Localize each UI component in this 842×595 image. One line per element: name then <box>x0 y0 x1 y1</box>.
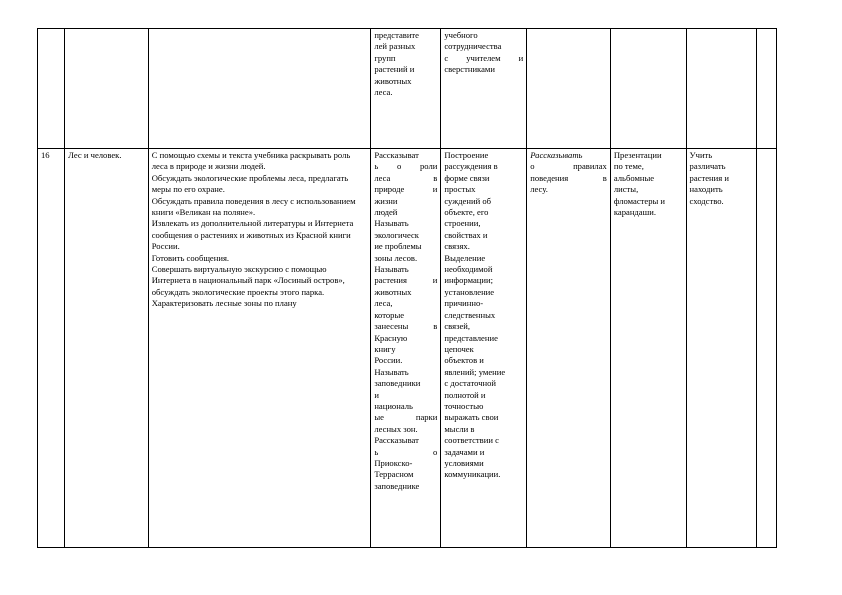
text-line: связях. <box>444 241 470 252</box>
cell-resources <box>610 29 686 149</box>
text-line: объектов и <box>444 355 484 366</box>
text-line: ь о <box>374 446 438 457</box>
cell-subject-results <box>371 29 441 149</box>
text-line: Называть <box>374 218 409 229</box>
text-line: строении, <box>444 218 481 229</box>
cell-meta-results <box>441 149 527 548</box>
text-line: информации; <box>444 275 493 286</box>
text-line: с учителем и <box>444 52 524 63</box>
text-line: Обсуждать экологические проблемы леса, предлагать меры по его охране. <box>151 172 349 195</box>
text-line: групп <box>374 52 396 63</box>
text-line: заповеднике <box>374 480 420 491</box>
text-line: Построение <box>444 150 489 160</box>
text-line: Рассказывать <box>530 150 583 160</box>
text-line: фломастеры и <box>613 195 666 206</box>
text-line: по теме, <box>613 161 644 172</box>
text-line: жизни <box>374 195 398 206</box>
text-line: представление <box>444 332 498 343</box>
text-line: Готовить сообщения. <box>151 252 230 263</box>
text-line: зоны лесов. <box>374 252 418 263</box>
text-line: точностью <box>444 400 484 411</box>
cell-homework <box>686 149 756 548</box>
cell-number: 16 <box>38 149 65 548</box>
text-line: леса, <box>374 298 393 309</box>
text-line: Обсуждать правила поведения в лесу с использованием книги «Великан на поляне». <box>151 195 356 218</box>
cell-topic: Лес и человек. <box>65 149 149 548</box>
text-line: которые <box>374 309 405 320</box>
text-line: Презентации <box>613 150 662 160</box>
text-line: растения и <box>689 172 729 183</box>
text-line: занесены в <box>374 321 438 332</box>
text-line: ие проблемы <box>374 241 422 252</box>
text-line: ые парки <box>374 412 438 423</box>
text-line: растения и <box>374 275 438 286</box>
text-line: растений и <box>374 64 415 75</box>
text-line: Рассказыват <box>374 150 419 160</box>
text-line: лей разных <box>374 41 416 52</box>
text-line: Рассказыват <box>374 435 419 446</box>
text-line: необходимой <box>444 264 493 275</box>
text-line: сверстниками <box>444 64 495 75</box>
text-line: Извлекать из дополнительной литературы и Интернета сообщения о растениях и животных из Красной книги России. <box>151 218 354 252</box>
text-line: животных <box>374 75 412 86</box>
text-line: представите <box>374 30 419 40</box>
text-line: установление <box>444 286 495 297</box>
text-line: связей, <box>444 321 471 332</box>
text-line: листы, <box>613 184 639 195</box>
text-line: задачами и <box>444 446 485 457</box>
cell-extra <box>756 29 776 149</box>
table-row <box>38 149 777 548</box>
text-line: сотрудничества <box>444 41 502 52</box>
text-line: суждений об <box>444 195 491 206</box>
text-line: леса. <box>374 87 393 98</box>
text-line: поведения в <box>530 172 607 183</box>
text-line: Террасном <box>374 469 414 480</box>
text-line: экологическ <box>374 229 419 240</box>
cell-content <box>148 149 371 548</box>
text-line: Учить <box>689 150 713 160</box>
text-line: рассуждения в <box>444 161 498 172</box>
text-line: С помощью схемы и текста учебника раскрывать роль леса в природе и жизни людей. <box>151 150 351 172</box>
text-line: националь <box>374 400 413 411</box>
text-line: леса в <box>374 172 438 183</box>
text-line: ь о роли <box>374 161 438 172</box>
text-line: лесу. <box>530 184 548 195</box>
text-line: лесных зон. <box>374 423 418 434</box>
text-line: находить <box>689 184 723 195</box>
text-line: животных <box>374 286 412 297</box>
text-line: простых <box>444 184 476 195</box>
table-row <box>38 29 777 149</box>
text-line: причинно- <box>444 298 484 309</box>
cell-resources <box>610 149 686 548</box>
text-line: Приокско- <box>374 457 413 468</box>
text-line: свойствах и <box>444 229 488 240</box>
text-line: людей <box>374 207 398 218</box>
text-line: учебного <box>444 30 478 40</box>
cell-personal-results <box>527 149 611 548</box>
text-line: и <box>374 389 379 400</box>
text-line: различать <box>689 161 726 172</box>
text-line: с достаточной <box>444 378 497 389</box>
text-line: России. <box>374 355 403 366</box>
text-line: Выделение <box>444 252 486 263</box>
text-line: объекте, его <box>444 207 489 218</box>
cell-topic <box>65 29 149 149</box>
text-line: соответствии с <box>444 435 499 446</box>
text-line: следственных <box>444 309 496 320</box>
text-line: Называть <box>374 264 409 275</box>
text-line: карандаши. <box>613 207 656 218</box>
text-line: явлений; умение <box>444 366 506 377</box>
cell-homework <box>686 29 756 149</box>
text-line: Характеризовать лесные зоны по плану <box>151 298 297 309</box>
text-line: книгу <box>374 343 396 354</box>
cell-extra <box>756 149 776 548</box>
text-line: природе и <box>374 184 438 195</box>
text-line: о правилах <box>530 161 607 172</box>
cell-personal-results <box>527 29 611 149</box>
text-line: полнотой и <box>444 389 486 400</box>
text-line: выражать свои <box>444 412 499 423</box>
text-line: коммуникации. <box>444 469 501 480</box>
text-line: цепочек <box>444 343 474 354</box>
text-line: Совершать виртуальную экскурсию с помощью Интернета в национальный парк «Лосиный остров», обсуждать экологические проекты этого парка. <box>151 264 345 297</box>
text-line: заповедники <box>374 378 421 389</box>
text-line: условиями <box>444 457 484 468</box>
text-line: мысли в <box>444 423 475 434</box>
lesson-plan-table <box>37 28 777 548</box>
cell-number <box>38 29 65 149</box>
text-line: Называть <box>374 366 409 377</box>
text-line: сходство. <box>689 195 724 206</box>
text-line: Красную <box>374 332 408 343</box>
cell-meta-results <box>441 29 527 149</box>
text-line: альбомные <box>613 172 655 183</box>
text-line: форме связи <box>444 172 490 183</box>
cell-subject-results <box>371 149 441 548</box>
cell-content <box>148 29 371 149</box>
